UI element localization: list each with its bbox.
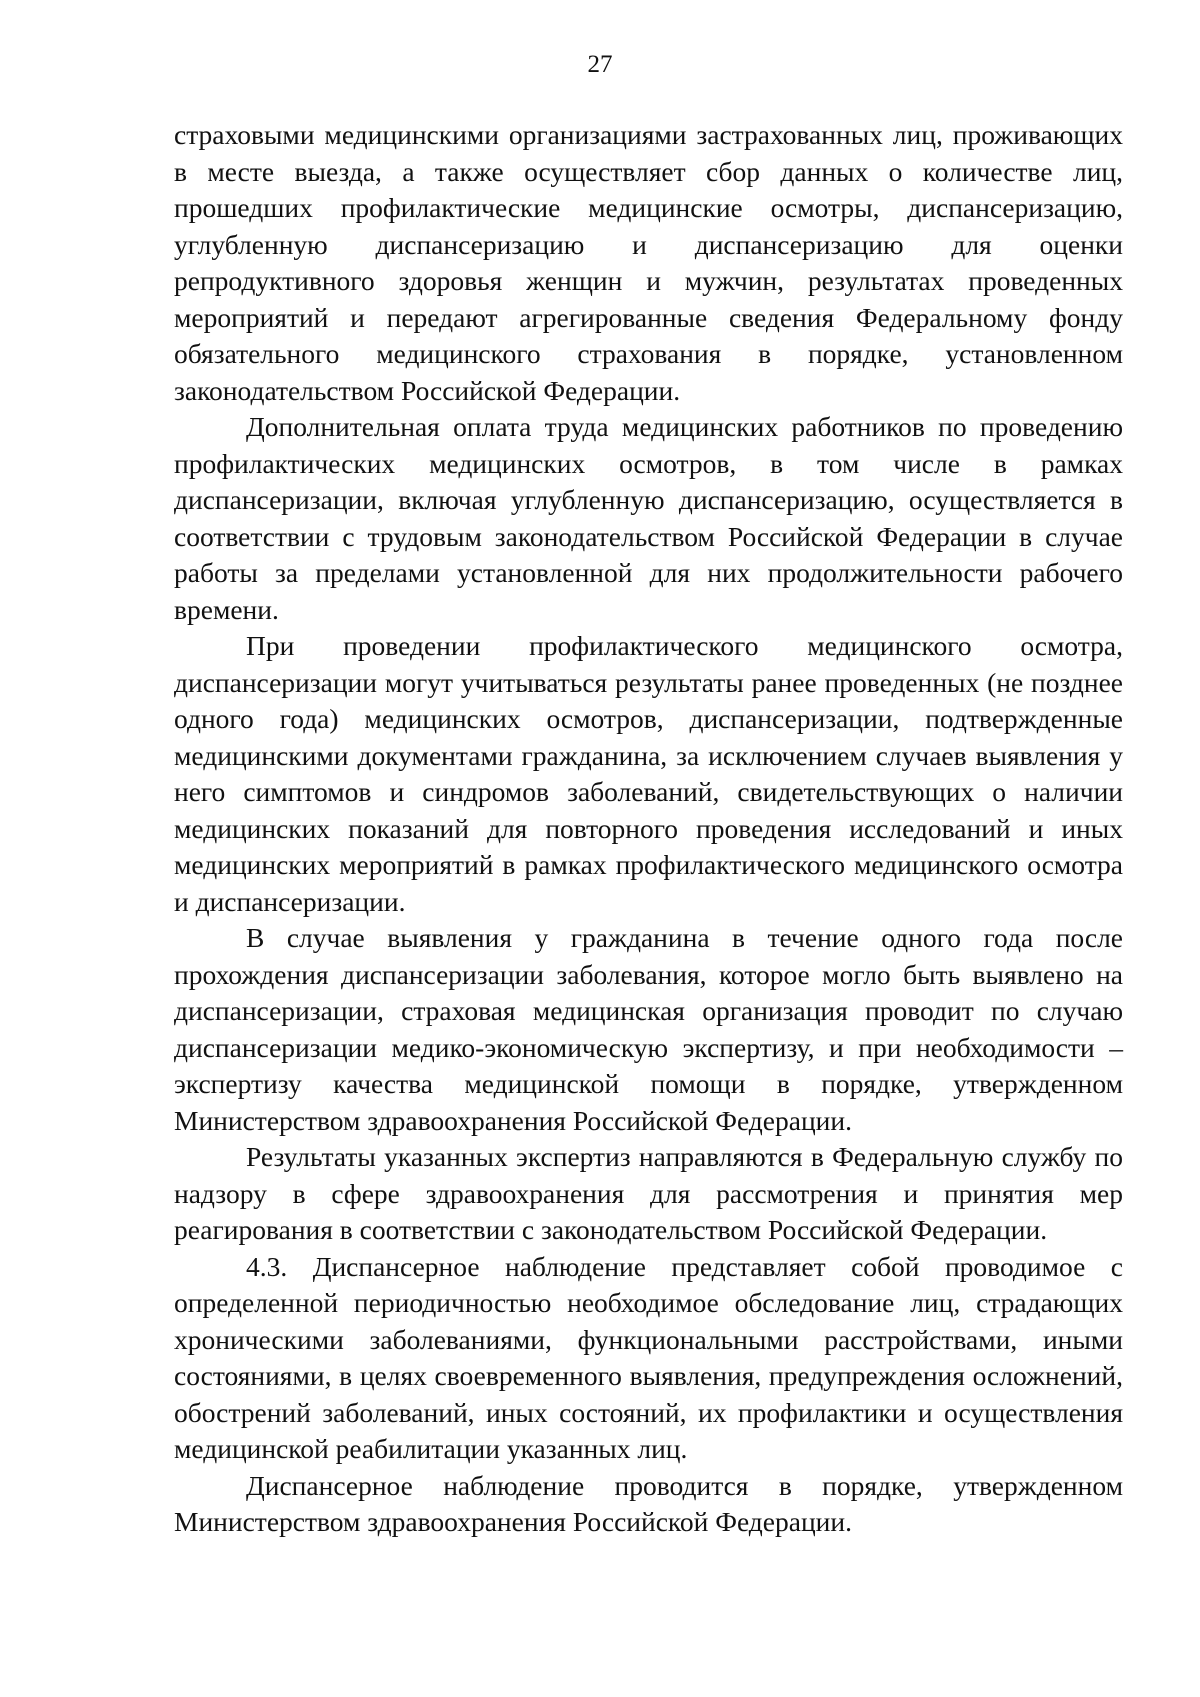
paragraph-prior-results: При проведении профилактического медицинского осмотра, диспансеризации могут учитываться результаты ранее проведенных (не позднее одного года) медицинских осмотров, диспансеризации, подтвержденные медицинскими документами гражданина, за исключением случаев выявления у него симптомов и синдромов заболеваний, свидетельствующих о наличии медицинских показаний для повторного проведения исследований и иных медицинских мероприятий в рамках профилактического медицинского осмотра и диспансеризации. (174, 630, 1123, 917)
paragraph-additional-pay: Дополнительная оплата труда медицинских работников по проведению профилактических медицинских осмотров, в том числе в рамках диспансеризации, включая углубленную диспансеризацию, осуществляется в соответствии с трудовым законодательством Российской Федерации в случае работы за пределами установленной для них продолжительности рабочего времени. (174, 411, 1123, 625)
paragraph-expertise: В случае выявления у гражданина в течение одного года после прохождения диспансеризации заболевания, которое могло быть выявлено на диспансеризации, страховая медицинская организация проводит по случаю диспансеризации медико-экономическую экспертизу, и при необходимости – экспертизу качества медицинской помощи в порядке, утвержденном Министерством здравоохранения Российской Федерации. (174, 922, 1123, 1136)
paragraph-dispensary-order: Диспансерное наблюдение проводится в порядке, утвержденном Министерством здравоохранения Российской Федерации. (174, 1469, 1123, 1537)
paragraph-expertise-results: Результаты указанных экспертиз направляются в Федеральную службу по надзору в сфере здравоохранения для рассмотрения и принятия мер реагирования в соответствии с законодательством Российской Федерации. (174, 1141, 1123, 1245)
paragraph-continuation: страховыми медицинскими организациями застрахованных лиц, проживающих в месте выезда, а также осуществляет сбор данных о количестве лиц, прошедших профилактические медицинские осмотры, диспансеризацию, углубленную диспансеризацию и диспансеризацию для оценки репродуктивного здоровья женщин и мужчин, результатах проведенных мероприятий и передают агрегированные сведения Федеральному фонду обязательного медицинского страхования в порядке, установленном законодательством Российской Федерации. (174, 119, 1123, 406)
document-body (174, 117, 1123, 1541)
page-number: 27 (587, 51, 613, 78)
paragraph-section-4-3: 4.3. Диспансерное наблюдение представляет собой проводимое с определенной периодичностью необходимое обследование лиц, страдающих хроническими заболеваниями, функциональными расстройствами, иными состояниями, в целях своевременного выявления, предупреждения осложнений, обострений заболеваний, иных состояний, их профилактики и осуществления медицинской реабилитации указанных лиц. (174, 1250, 1123, 1464)
